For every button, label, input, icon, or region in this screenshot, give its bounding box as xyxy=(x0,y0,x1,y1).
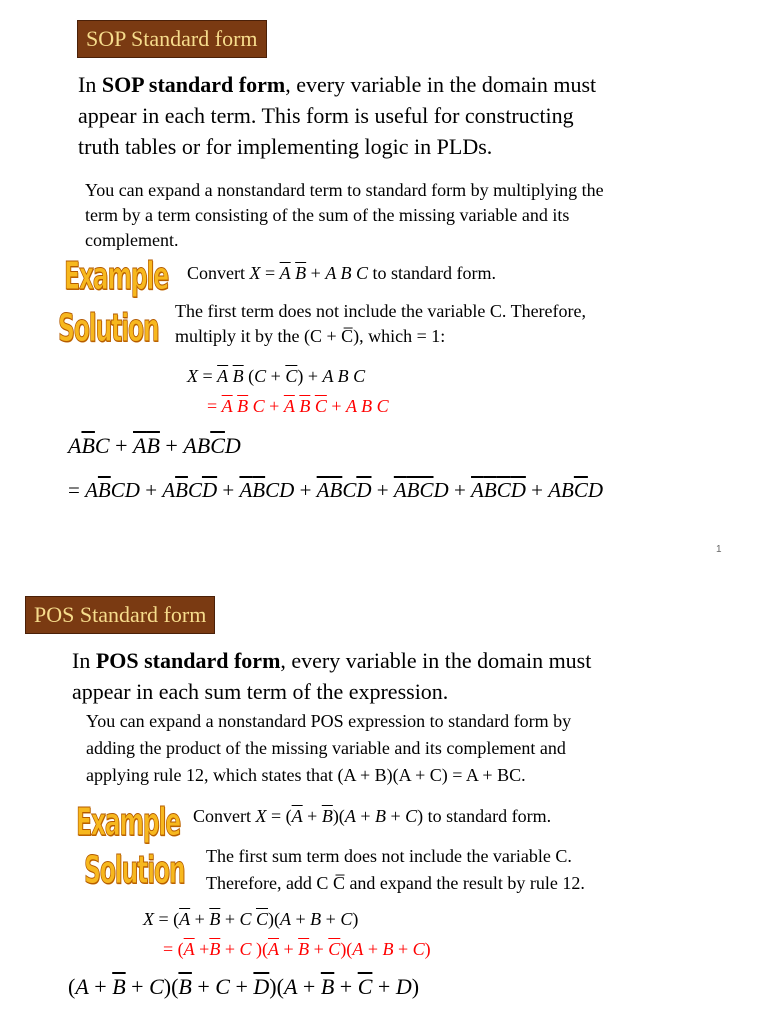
solution-line: The first term does not include the variable C. Therefore, xyxy=(175,301,587,321)
solution-line: multiply it by the (C + C̅), which = 1: xyxy=(175,326,446,346)
solution-line: The first sum term does not include the variable C. xyxy=(206,846,572,866)
equation-step-1: $X = \overline{A}$ $\overline{B}$ $(C + \overline{C}) + A$ B C xyxy=(187,366,366,386)
explanation-text: term by a term consisting of the sum of the missing variable and its xyxy=(85,205,570,225)
solution-text xyxy=(206,843,585,897)
explanation-paragraph xyxy=(86,708,571,789)
intro-text: , every variable in the domain must xyxy=(280,648,592,673)
explanation-text: complement. xyxy=(85,230,179,250)
intro-text: appear in each term. This form is useful for constructing xyxy=(78,103,574,128)
example-text: Convert xyxy=(193,806,256,826)
solution-line: Therefore, add C C̅ and expand the result by rule 12. xyxy=(206,873,585,893)
intro-text: appear in each sum term of the expression. xyxy=(72,679,449,704)
example-statement: Convert $X = \overline{A}$ $\overline{B} + A$ B C to standard form. xyxy=(187,263,496,283)
slide-title: POS Standard form xyxy=(25,596,215,634)
example-badge: Example xyxy=(76,800,180,844)
equation-step-2: = ($\overline{A} +\overline{B} + C$ )$(\overline{A} + \overline{B} + \overline{C})(A + B + C)$ xyxy=(163,939,431,959)
example-text: Convert xyxy=(187,263,250,283)
explanation-paragraph xyxy=(85,178,604,253)
intro-paragraph xyxy=(72,645,591,707)
example-text: to standard form. xyxy=(367,263,496,283)
solution-badge: Solution xyxy=(58,306,159,350)
sop-expression: $A\overline{B}C + \overline{A}\overline{B} + AB\overline{C}D$ xyxy=(68,433,241,458)
intro-text: In xyxy=(72,648,96,673)
equation-step-2: = $\overline{A}$ $\overline{B}$ $C + \overline{A}$ $\overline{B}$ $\overline{C} + A$ B C xyxy=(207,396,389,416)
example-text: to standard form. xyxy=(423,806,552,826)
slide-pos xyxy=(0,578,768,1024)
example-badge: Example xyxy=(64,254,168,298)
example-statement: Convert $X = (\overline{A} + \overline{B})(A + B + C)$ to standard form. xyxy=(193,806,552,826)
intro-bold-term: POS standard form xyxy=(95,648,281,673)
sop-expansion: = $A\overline{B}CD + A\overline{B}C\overline{D} + \overline{A}\overline{B}CD + \overline{A}\overline{B}C\overline{D} + \overline{A}\overline{B}\overline{C}D + \overline{A}\overline{B}\overline{C}\overline{D} + AB\overline{C}D$ xyxy=(68,478,604,502)
slide-title: SOP Standard form xyxy=(77,20,267,58)
intro-paragraph xyxy=(78,69,596,162)
explanation-text: applying rule 12, which states that (A + B)(A + C) = A + BC. xyxy=(86,765,526,785)
intro-text: In xyxy=(78,72,102,97)
page-number: 1 xyxy=(716,544,722,555)
intro-text: , every variable in the domain must xyxy=(285,72,597,97)
equation-step-1: $X = (\overline{A} + \overline{B} + C$ $\overline{C})(A + B + C)$ xyxy=(143,909,359,929)
explanation-text: You can expand a nonstandard POS expression to standard form by xyxy=(86,711,572,731)
solution-badge: Solution xyxy=(84,848,185,892)
explanation-text: adding the product of the missing variable and its complement and xyxy=(86,738,566,758)
intro-bold-term: SOP standard form xyxy=(101,72,286,97)
pos-expression: $(A + \overline{B} + C)(\overline{B} + C + \overline{D})(A + \overline{B} + \overline{C} + D)$ xyxy=(68,974,420,999)
intro-text: truth tables or for implementing logic in PLDs. xyxy=(78,134,493,159)
solution-text xyxy=(175,299,586,349)
explanation-text: You can expand a nonstandard term to standard form by multiplying the xyxy=(85,180,604,200)
